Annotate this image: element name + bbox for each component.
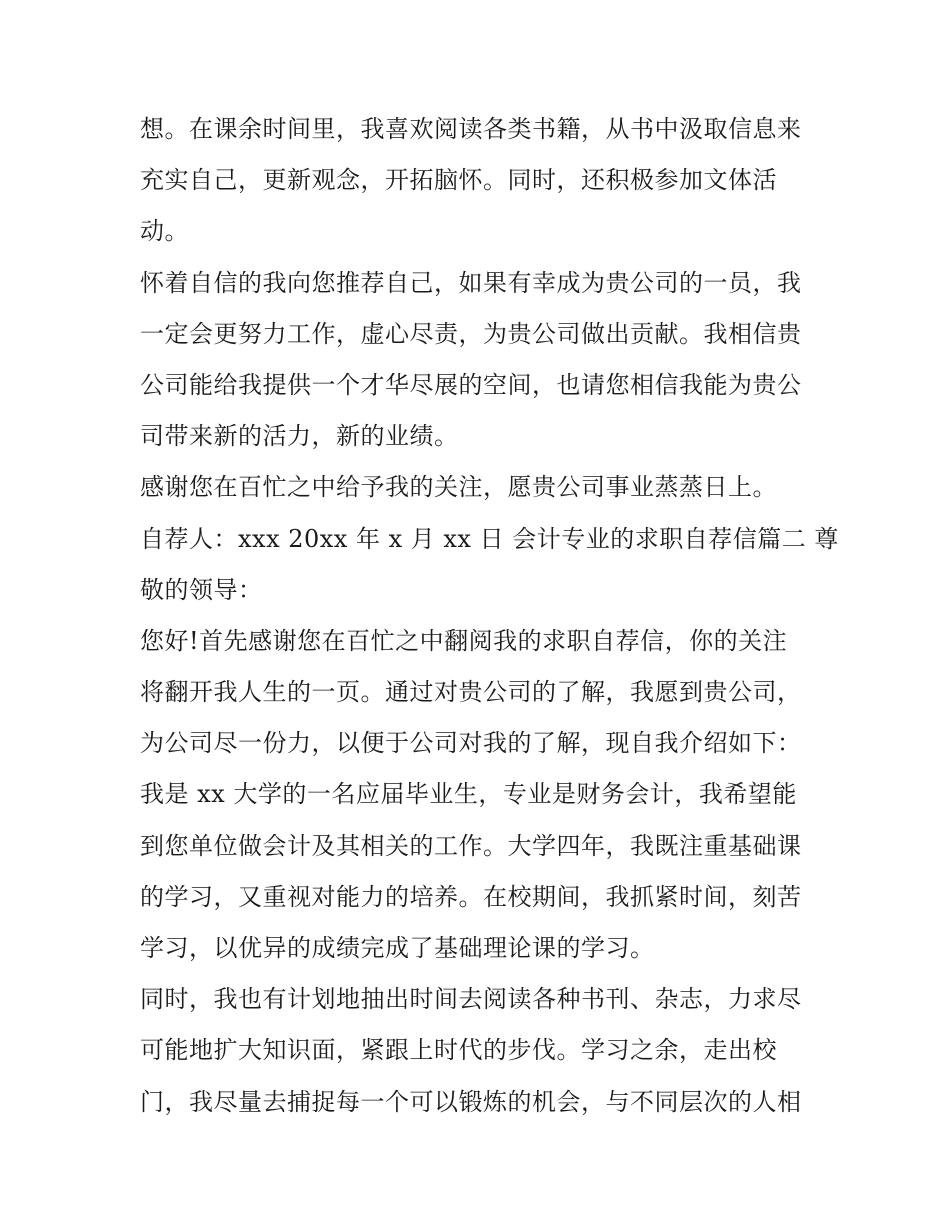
- text-line: 学习，以优异的成绩完成了基础理论课的学习。: [140, 934, 655, 962]
- text-line: 同时，我也有计划地抽出时间去阅读各种书刊、杂志，力求尽: [140, 985, 802, 1014]
- text-line: 公司能给我提供一个才华尽展的空间，也请您相信我能为贵公: [140, 370, 802, 399]
- text-line: 自荐人：xxx 20xx 年 x 月 xx 日 会计专业的求职自荐信篇二 尊: [140, 524, 839, 553]
- text-line: 敬的领导：: [140, 575, 263, 604]
- text-line: 可能地扩大知识面，紧跟上时代的步伐。学习之余，走出校: [140, 1036, 777, 1065]
- text-line: 到您单位做会计及其相关的工作。大学四年，我既注重基础课: [140, 831, 802, 860]
- letter-body: [140, 104, 839, 1128]
- text-line: 想。在课余时间里，我喜欢阅读各类书籍，从书中汲取信息来: [140, 115, 802, 143]
- text-line: 怀着自信的我向您推荐自己，如果有幸成为贵公司的一员，我: [140, 268, 802, 297]
- text-line: 为公司尽一份力，以便于公司对我的了解，现自我介绍如下：: [140, 729, 802, 758]
- text-line: 的学习，又重视对能力的培养。在校期间，我抓紧时间，刻苦: [140, 882, 802, 911]
- text-line: 司带来新的活力，新的业绩。: [140, 422, 459, 451]
- text-line: 感谢您在百忙之中给予我的关注，愿贵公司事业蒸蒸日上。: [140, 473, 777, 502]
- text-line: 充实自己，更新观念，开拓脑怀。同时，还积极参加文体活: [140, 166, 777, 195]
- text-line: 我是 xx 大学的一名应届毕业生，专业是财务会计，我希望能: [140, 780, 797, 809]
- text-line: 您好!首先感谢您在百忙之中翻阅我的求职自荐信，你的关注: [140, 626, 788, 655]
- text-line: 门，我尽量去捕捉每一个可以锻炼的机会，与不同层次的人相: [140, 1087, 802, 1116]
- text-line: 动。: [140, 217, 189, 246]
- text-line: 将翻开我人生的一页。通过对贵公司的了解，我愿到贵公司，: [140, 678, 802, 707]
- text-line: 一定会更努力工作，虚心尽责，为贵公司做出贡献。我相信贵: [140, 319, 802, 348]
